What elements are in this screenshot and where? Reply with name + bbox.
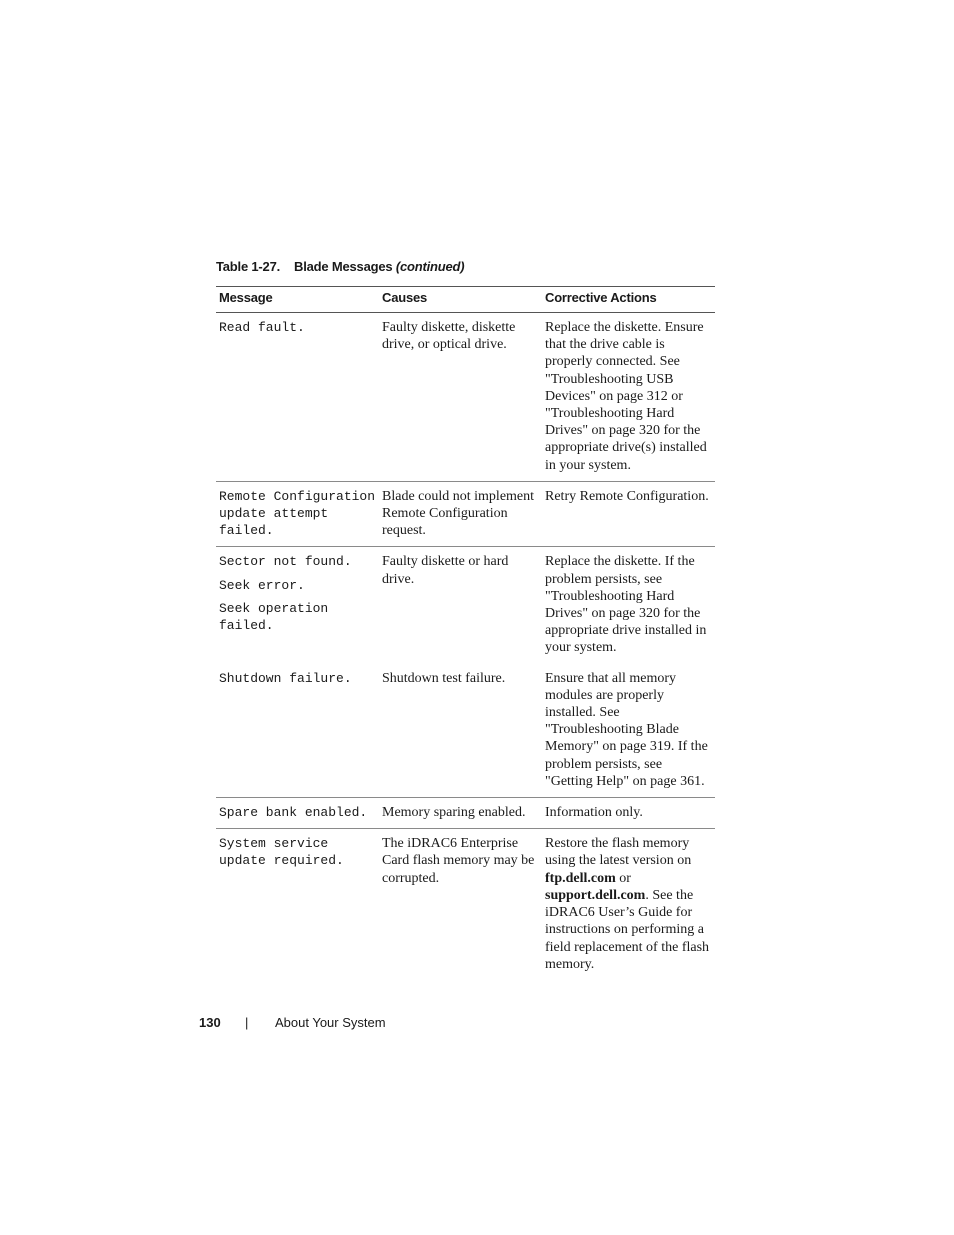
action-cell xyxy=(542,829,715,980)
message-text: Seek operation failed. xyxy=(219,600,337,634)
table-row xyxy=(216,481,715,547)
cause-cell: Faulty diskette, diskette drive, or optical drive. xyxy=(379,313,542,482)
header-causes: Causes xyxy=(379,287,542,313)
message-text: Sector not found. xyxy=(219,554,352,570)
message-cell xyxy=(216,829,379,980)
message-text: Seek error. xyxy=(219,577,305,593)
table-row xyxy=(216,313,715,482)
table-row xyxy=(216,547,715,664)
message-text: System service update required. xyxy=(219,836,344,869)
message-cell xyxy=(216,547,379,664)
page-number: 130 xyxy=(199,1015,221,1030)
cause-cell: Shutdown test failure. xyxy=(379,664,542,798)
message-cell xyxy=(216,481,383,547)
table-header-row xyxy=(216,287,715,313)
action-text: or xyxy=(615,870,631,886)
footer-separator: | xyxy=(245,1015,249,1030)
message-cell xyxy=(216,313,379,482)
footer-section-title: About Your System xyxy=(275,1015,386,1030)
action-cell: Replace the diskette. If the problem persists, see "Troubleshooting Hard Drives" on page 320 for the appropriate drive installed in your system. xyxy=(545,554,707,656)
message-text: Shutdown failure. xyxy=(219,670,352,686)
table-row xyxy=(216,798,715,829)
action-text: . See the iDRAC6 User’s Guide for instructions on performing a field replacement of the flash memory. xyxy=(545,887,710,972)
cause-cell: Blade could not implement Remote Configuration request. xyxy=(379,481,542,547)
action-text: Restore the flash memory using the latest version on xyxy=(545,836,692,869)
cause-cell: Faulty diskette or hard drive. xyxy=(382,554,509,587)
message-text: Spare bank enabled. xyxy=(219,805,368,821)
action-cell: Ensure that all memory modules are properly installed. See "Troubleshooting Blade Memory" on page 319. If the problem persists, see "Getting Help" on page 361. xyxy=(542,664,715,798)
table-row xyxy=(216,829,715,980)
action-cell: Replace the diskette. Ensure that the drive cable is properly connected. See "Troubleshooting USB Devices" on page 312 or "Troubleshooting Hard Drives" on page 320 for the appropriate drive(s) installed in your system. xyxy=(542,313,715,482)
message-text: Remote Configuration update attempt failed. xyxy=(219,488,383,539)
action-cell: Retry Remote Configuration. xyxy=(542,481,715,547)
action-cell: Information only. xyxy=(542,798,715,829)
cause-cell: The iDRAC6 Enterprise Card flash memory may be corrupted. xyxy=(382,836,535,886)
support-dell-link: support.dell.com xyxy=(545,887,646,903)
message-cell xyxy=(216,664,379,798)
blade-messages-table xyxy=(216,286,715,980)
page-footer xyxy=(199,1015,386,1030)
table-caption xyxy=(216,259,464,274)
message-cell xyxy=(216,798,379,829)
header-corrective-actions: Corrective Actions xyxy=(542,287,715,313)
message-text: Read fault. xyxy=(219,320,305,335)
header-message: Message xyxy=(216,287,379,313)
table-caption-title: Blade Messages xyxy=(294,259,393,274)
table-caption-continued: (continued) xyxy=(395,259,465,274)
table-row xyxy=(216,664,715,798)
table-caption-label: Table 1-27. xyxy=(216,259,281,274)
ftp-dell-link: ftp.dell.com xyxy=(545,870,616,886)
cause-cell: Memory sparing enabled. xyxy=(379,798,542,829)
